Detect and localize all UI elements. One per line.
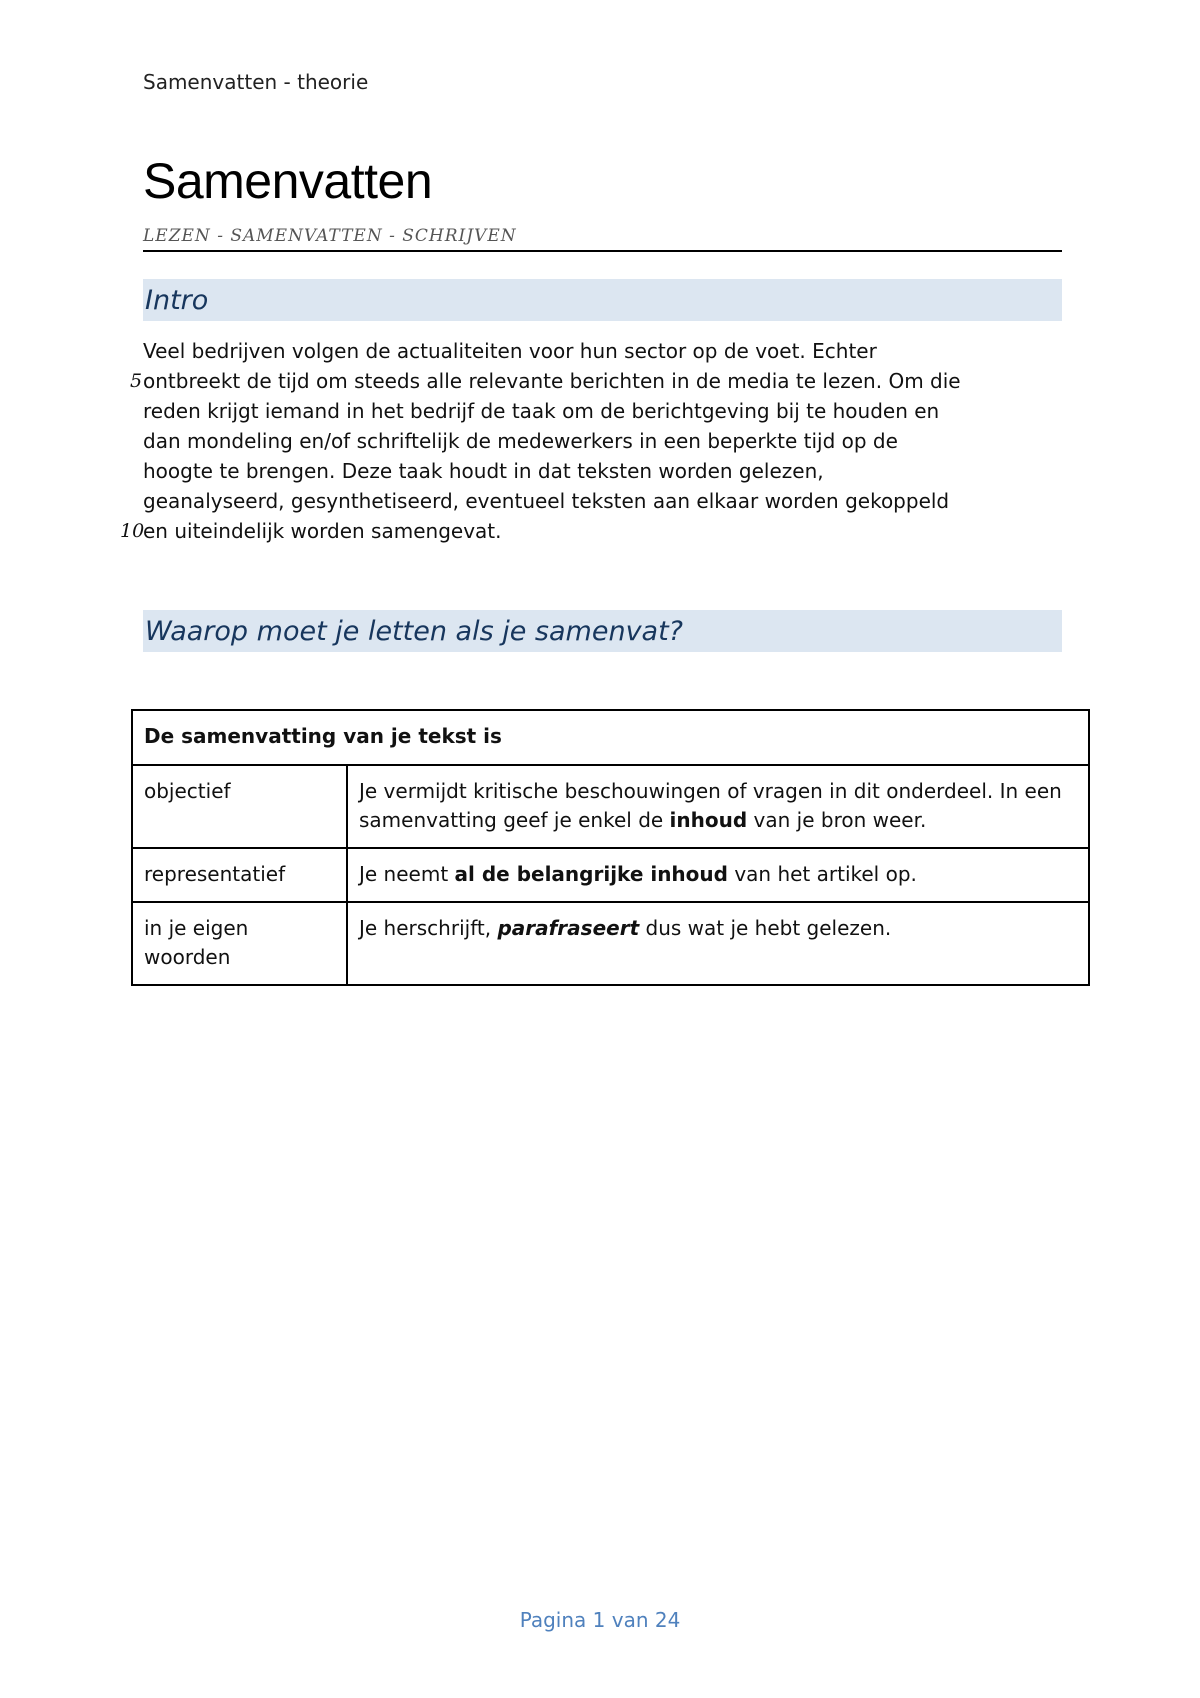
page-number-footer: Pagina 1 van 24 [519, 1608, 681, 1632]
paragraph-line: reden krijgt iemand in het bedrijf de taak om de berichtgeving bij te houden en [143, 399, 940, 423]
table-cell-description [347, 902, 1089, 985]
paragraph-line: ontbreekt de tijd om steeds alle relevante berichten in de media te lezen. Om die [143, 369, 961, 393]
description-text: Je neemt [359, 862, 455, 886]
title-divider [143, 250, 1062, 252]
description-emphasis: inhoud [669, 808, 748, 832]
paragraph-line: en uiteindelijk worden samengevat. [143, 519, 502, 543]
paragraph-line: hoogte te brengen. Deze taak houdt in dat teksten worden gelezen, [143, 459, 824, 483]
description-emphasis: al de belangrijke inhoud [454, 862, 728, 886]
table-row [132, 902, 1089, 985]
paragraph-line: geanalyseerd, gesynthetiseerd, eventueel teksten aan elkaar worden gekoppeld [143, 489, 950, 513]
page-title: Samenvatten [143, 153, 433, 209]
section-heading-waarop: Waarop moet je letten als je samenvat? [143, 610, 1062, 652]
description-text: van je bron weer. [747, 808, 927, 832]
table-header-cell: De samenvatting van je tekst is [132, 710, 1089, 765]
description-text: Je herschrijft, [359, 916, 498, 940]
table-cell-term: representatief [132, 848, 347, 902]
line-number: 10 [120, 520, 145, 542]
description-text: van het artikel op. [727, 862, 917, 886]
description-text: Je vermijdt kritische beschouwingen of vragen in dit onderdeel. In een samenvatting geef je enkel de [359, 779, 1062, 832]
description-emphasis: parafraseert [497, 916, 640, 940]
running-header: Samenvatten - theorie [143, 70, 369, 94]
table-header-row [132, 710, 1089, 765]
section-heading-intro: Intro [143, 279, 1062, 321]
paragraph-line: Veel bedrijven volgen de actualiteiten voor hun sector op de voet. Echter [143, 339, 877, 363]
table-cell-term: in je eigen woorden [132, 902, 347, 985]
table-row [132, 848, 1089, 902]
table-row [132, 765, 1089, 848]
paragraph-line: dan mondeling en/of schriftelijk de medewerkers in een beperkte tijd op de [143, 429, 898, 453]
page-subtitle: LEZEN - SAMENVATTEN - SCHRIJVEN [143, 226, 517, 246]
table-cell-description [347, 765, 1089, 848]
description-text: dus wat je hebt gelezen. [639, 916, 892, 940]
table-cell-term: objectief [132, 765, 347, 848]
line-number: 5 [130, 370, 143, 392]
table-cell-description [347, 848, 1089, 902]
summary-criteria-table [131, 709, 1090, 986]
intro-paragraph [143, 336, 1083, 546]
